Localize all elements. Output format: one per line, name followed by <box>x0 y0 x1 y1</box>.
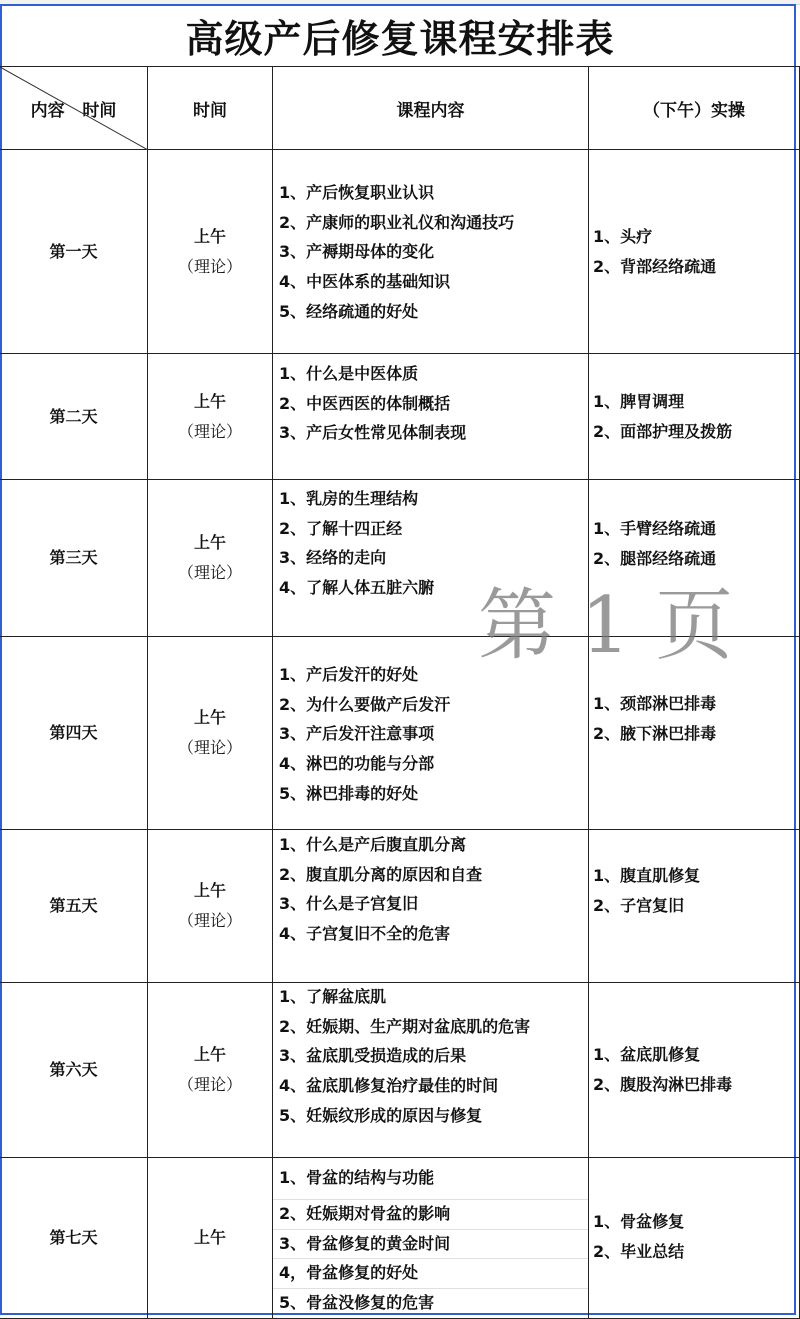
practice-item: 2、面部护理及拨筋 <box>593 422 733 441</box>
day-cell[interactable] <box>0 637 148 830</box>
course-content-list <box>279 1163 450 1318</box>
content-cell[interactable] <box>273 830 589 983</box>
content-cell[interactable] <box>273 637 589 830</box>
day-label: 第七天 <box>49 1228 98 1247</box>
time-cell[interactable] <box>148 480 273 637</box>
course-item: 3、什么是子宫复旧 <box>279 894 419 914</box>
content-cell[interactable] <box>273 480 589 637</box>
practice-list <box>593 689 716 749</box>
time-note: （理论） <box>177 421 242 441</box>
practice-cell[interactable] <box>589 983 800 1158</box>
time-cell[interactable] <box>148 1158 273 1319</box>
time-label: 上午 <box>193 881 226 900</box>
practice-cell[interactable] <box>589 1158 800 1319</box>
practice-item: 2、毕业总结 <box>593 1242 685 1261</box>
practice-list <box>593 222 716 282</box>
day-label: 第三天 <box>49 548 98 567</box>
diagonal-divider <box>0 67 148 150</box>
time-cell[interactable] <box>148 637 273 830</box>
day-label: 第一天 <box>49 241 98 261</box>
course-content-list <box>279 178 514 326</box>
practice-item: 1、骨盆修复 <box>593 1212 685 1231</box>
header-time-cell[interactable] <box>148 67 273 150</box>
practice-list <box>593 387 732 447</box>
day-label: 第四天 <box>49 723 98 742</box>
course-item: 1、什么是产后腹直肌分离 <box>279 835 467 854</box>
practice-item: 2、腋下淋巴排毒 <box>593 724 717 743</box>
practice-list <box>593 1040 732 1100</box>
course-item: 3、盆底肌受损造成的后果 <box>279 1046 467 1066</box>
time-label: 上午 <box>193 533 226 552</box>
time-note: （理论） <box>177 1075 242 1094</box>
time-cell[interactable] <box>148 150 273 354</box>
time-cell[interactable] <box>148 983 273 1158</box>
page-watermark: 第 1 页 <box>478 581 734 671</box>
content-cell[interactable] <box>273 354 589 480</box>
course-item: 3、经络的走向 <box>279 548 387 568</box>
time-label: 上午 <box>193 1045 226 1064</box>
course-content-list <box>279 484 434 603</box>
course-item: 2、腹直肌分离的原因和自查 <box>279 864 483 884</box>
time-label: 上午 <box>193 708 226 727</box>
day-cell[interactable] <box>0 354 148 480</box>
course-item: 3、骨盆修复的黄金时间 <box>279 1233 451 1253</box>
practice-list <box>593 861 700 921</box>
practice-list <box>593 514 716 574</box>
course-content-list <box>279 830 482 949</box>
time-label: 上午 <box>193 1228 226 1247</box>
course-item: 1、骨盆的结构与功能 <box>279 1168 435 1187</box>
day-cell[interactable] <box>0 480 148 637</box>
practice-item: 1、头疗 <box>593 227 653 246</box>
course-item: 1、了解盆底肌 <box>279 987 387 1006</box>
day-cell[interactable] <box>0 983 148 1158</box>
content-cell[interactable] <box>273 150 589 354</box>
practice-item: 1、腹直肌修复 <box>593 866 701 885</box>
course-item: 2、妊娠期、生产期对盆底肌的危害 <box>279 1016 531 1036</box>
practice-cell[interactable] <box>589 637 800 830</box>
practice-item: 2、腹股沟淋巴排毒 <box>593 1075 733 1094</box>
course-item: 5、淋巴排毒的好处 <box>279 783 419 803</box>
practice-item: 1、盆底肌修复 <box>593 1045 701 1064</box>
course-item: 1、产后发汗的好处 <box>279 665 419 684</box>
course-content-list <box>279 660 450 808</box>
course-item: 4、了解人体五脏六腑 <box>279 578 435 598</box>
day-label: 第二天 <box>49 406 98 426</box>
practice-item: 1、颈部淋巴排毒 <box>593 694 717 713</box>
course-item: 4、淋巴的功能与分部 <box>279 754 435 774</box>
header-corner-label: 内容 时间 <box>30 100 117 121</box>
header-practice-cell[interactable] <box>589 67 800 150</box>
course-item: 2、产康师的职业礼仪和沟通技巧 <box>279 212 515 232</box>
practice-list <box>593 1207 684 1267</box>
course-item: 3、产后发汗注意事项 <box>279 724 435 744</box>
practice-item: 2、背部经络疏通 <box>593 257 717 276</box>
course-item: 3、产后女性常见体制表现 <box>279 423 467 443</box>
course-content-list <box>279 982 530 1130</box>
course-item: 5、骨盆没修复的危害 <box>279 1293 435 1313</box>
course-content-list <box>279 359 466 448</box>
time-note: （理论） <box>177 256 242 276</box>
header-practice-label: （下午）实操 <box>643 100 745 121</box>
time-cell[interactable] <box>148 354 273 480</box>
practice-item: 2、子宫复旧 <box>593 896 685 915</box>
time-label: 上午 <box>193 226 226 246</box>
course-item: 4、中医体系的基础知识 <box>279 272 451 292</box>
course-item: 3、产褥期母体的变化 <box>279 242 435 262</box>
header-content-cell[interactable] <box>273 67 589 150</box>
day-label: 第五天 <box>49 896 98 915</box>
content-cell[interactable] <box>273 1158 589 1319</box>
time-note: （理论） <box>177 911 242 930</box>
course-item: 1、乳房的生理结构 <box>279 489 419 508</box>
time-cell[interactable] <box>148 830 273 983</box>
course-item: 2、中医西医的体制概括 <box>279 393 451 413</box>
practice-item: 1、手臂经络疏通 <box>593 519 717 538</box>
time-note: （理论） <box>177 563 242 582</box>
practice-item: 1、脾胃调理 <box>593 392 685 411</box>
content-cell[interactable] <box>273 983 589 1158</box>
practice-item: 2、腿部经络疏通 <box>593 549 717 568</box>
course-item: 4、子宫复旧不全的危害 <box>279 924 451 944</box>
course-item: 5、经络疏通的好处 <box>279 301 419 321</box>
time-note: （理论） <box>177 738 242 757</box>
header-content-label: 课程内容 <box>396 100 465 121</box>
page-title: 高级产后修复课程安排表 <box>0 4 800 67</box>
practice-cell[interactable] <box>589 150 800 354</box>
course-item: 1、什么是中医体质 <box>279 364 419 383</box>
course-item: 5、妊娠纹形成的原因与修复 <box>279 1105 483 1125</box>
header-time-label: 时间 <box>193 100 227 121</box>
practice-cell[interactable] <box>589 480 800 637</box>
course-item: 4，骨盆修复的好处 <box>279 1263 419 1283</box>
practice-cell[interactable] <box>589 354 800 480</box>
course-item: 4、盆底肌修复治疗最佳的时间 <box>279 1076 499 1096</box>
course-item: 2、了解十四正经 <box>279 518 403 538</box>
time-label: 上午 <box>193 391 226 411</box>
practice-cell[interactable] <box>589 830 800 983</box>
course-item: 1、产后恢复职业认识 <box>279 183 435 202</box>
day-cell[interactable] <box>0 830 148 983</box>
course-item: 2、妊娠期对骨盆的影响 <box>279 1204 451 1223</box>
day-cell[interactable] <box>0 1158 148 1319</box>
course-item: 2、为什么要做产后发汗 <box>279 694 451 714</box>
day-cell[interactable] <box>0 150 148 354</box>
day-label: 第六天 <box>49 1060 98 1079</box>
